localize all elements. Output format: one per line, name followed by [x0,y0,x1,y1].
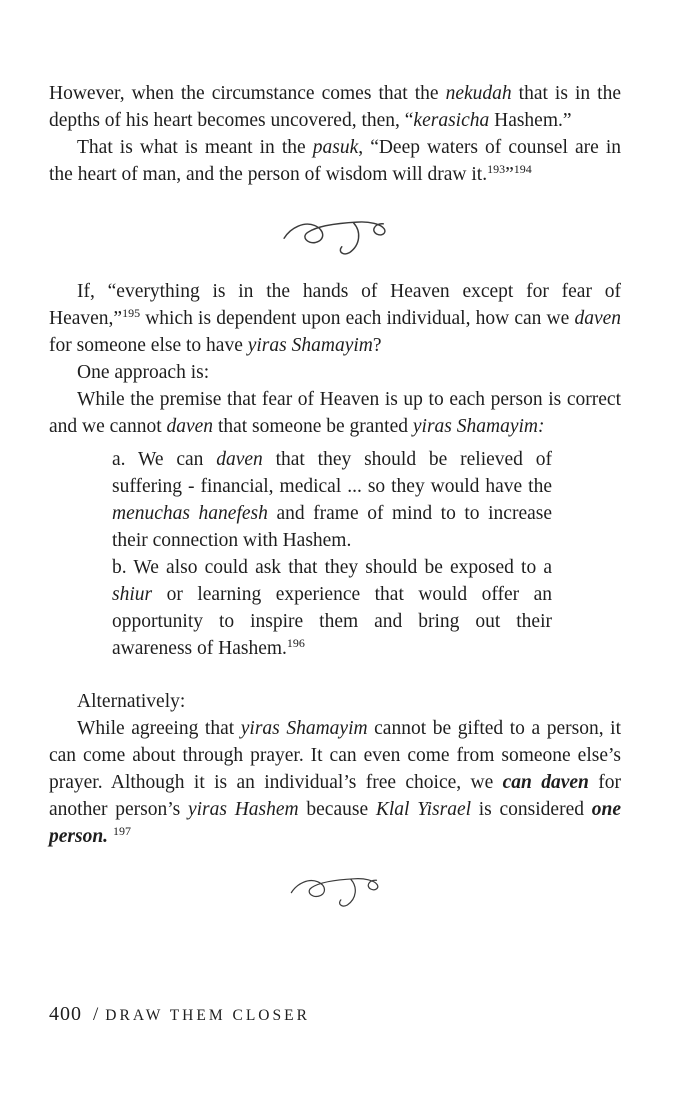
text-run: and frame of mind to to increase their connection with Hashem. [112,503,552,551]
text-run: a. We can [112,449,217,470]
footnote-reference: 197 [112,824,131,838]
text-run: However, when the circumstance comes that the [49,83,446,104]
flourish-ornament [49,210,621,262]
text-run: daven [574,308,621,329]
text-run: ” [505,164,514,185]
footer-separator: / [93,1004,99,1025]
text-run: One approach is: [77,362,210,383]
text-run: If, “everything is in the hands of Heaven except for fear of Heaven,” [49,281,621,329]
paragraph [49,134,621,188]
text-run: that someone be granted [213,416,413,437]
text-run: Alternatively: [77,691,186,712]
text-run: or learning experience that would offer an opportunity to inspire them and bring out their awareness of Hashem. [112,584,552,659]
footnote-reference: 193 [487,162,506,176]
footnote-reference: 195 [122,306,141,320]
text-run: yiras Shamayim [240,718,368,739]
calligraphic-flourish-icon [287,868,383,910]
text-run: can daven [502,772,589,793]
text-run: That is what is meant in the [77,137,313,158]
paragraph [49,715,621,850]
paragraph [49,278,621,359]
text-run: that they should be relieved of suffering - financial, medical ... so they would have the [112,449,552,497]
calligraphic-flourish-icon [279,210,391,258]
excerpt-item-b [112,554,552,662]
paragraph [49,80,621,134]
text-run: , “Deep waters of counsel are in the heart of man, and the person of wisdom will draw it. [49,137,621,185]
text-run: yiras Hashem [187,799,299,820]
text-run: yiras Shamayim [247,335,373,356]
text-run: because [298,799,376,820]
page-footer [49,1003,310,1026]
text-run: for someone else to have [49,335,248,356]
text-run: that is in the depths of his heart becomes uncovered, then, “ [49,83,621,131]
text-run: which is dependent upon each individual, how can we [140,308,575,329]
page-text [49,80,621,936]
text-run: While agreeing that [77,718,241,739]
text-run: is considered [471,799,592,820]
text-run: pasuk [312,137,359,158]
text-run: b. We also could ask that they should be exposed to a [112,557,552,578]
text-run: daven [166,416,214,437]
footnote-reference: 194 [513,162,532,176]
text-run: yiras Shamayim: [412,416,545,437]
text-run: Klal Yisrael [375,799,472,820]
text-run: for another person’s [49,772,621,820]
page-number: 400 [49,1003,82,1025]
excerpt-block [112,446,552,662]
book-title: DRAW THEM CLOSER [105,1007,310,1024]
text-run: one person. [49,799,621,847]
text-run: daven [216,449,263,470]
text-run: ? [372,335,382,356]
text-run: nekudah [445,83,512,104]
paragraph [49,688,621,715]
excerpt-item-a [112,446,552,554]
text-run: Hashem.” [489,110,572,131]
paragraph [49,386,621,440]
footnote-reference: 196 [286,636,305,650]
text-run: menuchas hanefesh [112,503,268,524]
text-run: shiur [112,584,153,605]
paragraph [49,359,621,386]
text-run: kerasicha [413,110,490,131]
flourish-ornament [49,868,621,920]
text-run: cannot be gifted to a person, it can come about through prayer. It can even come from someone else’s prayer. Although it is an individual’s free choice, we [49,718,622,793]
text-run: While the premise that fear of Heaven is up to each person is correct and we cannot [49,389,621,437]
